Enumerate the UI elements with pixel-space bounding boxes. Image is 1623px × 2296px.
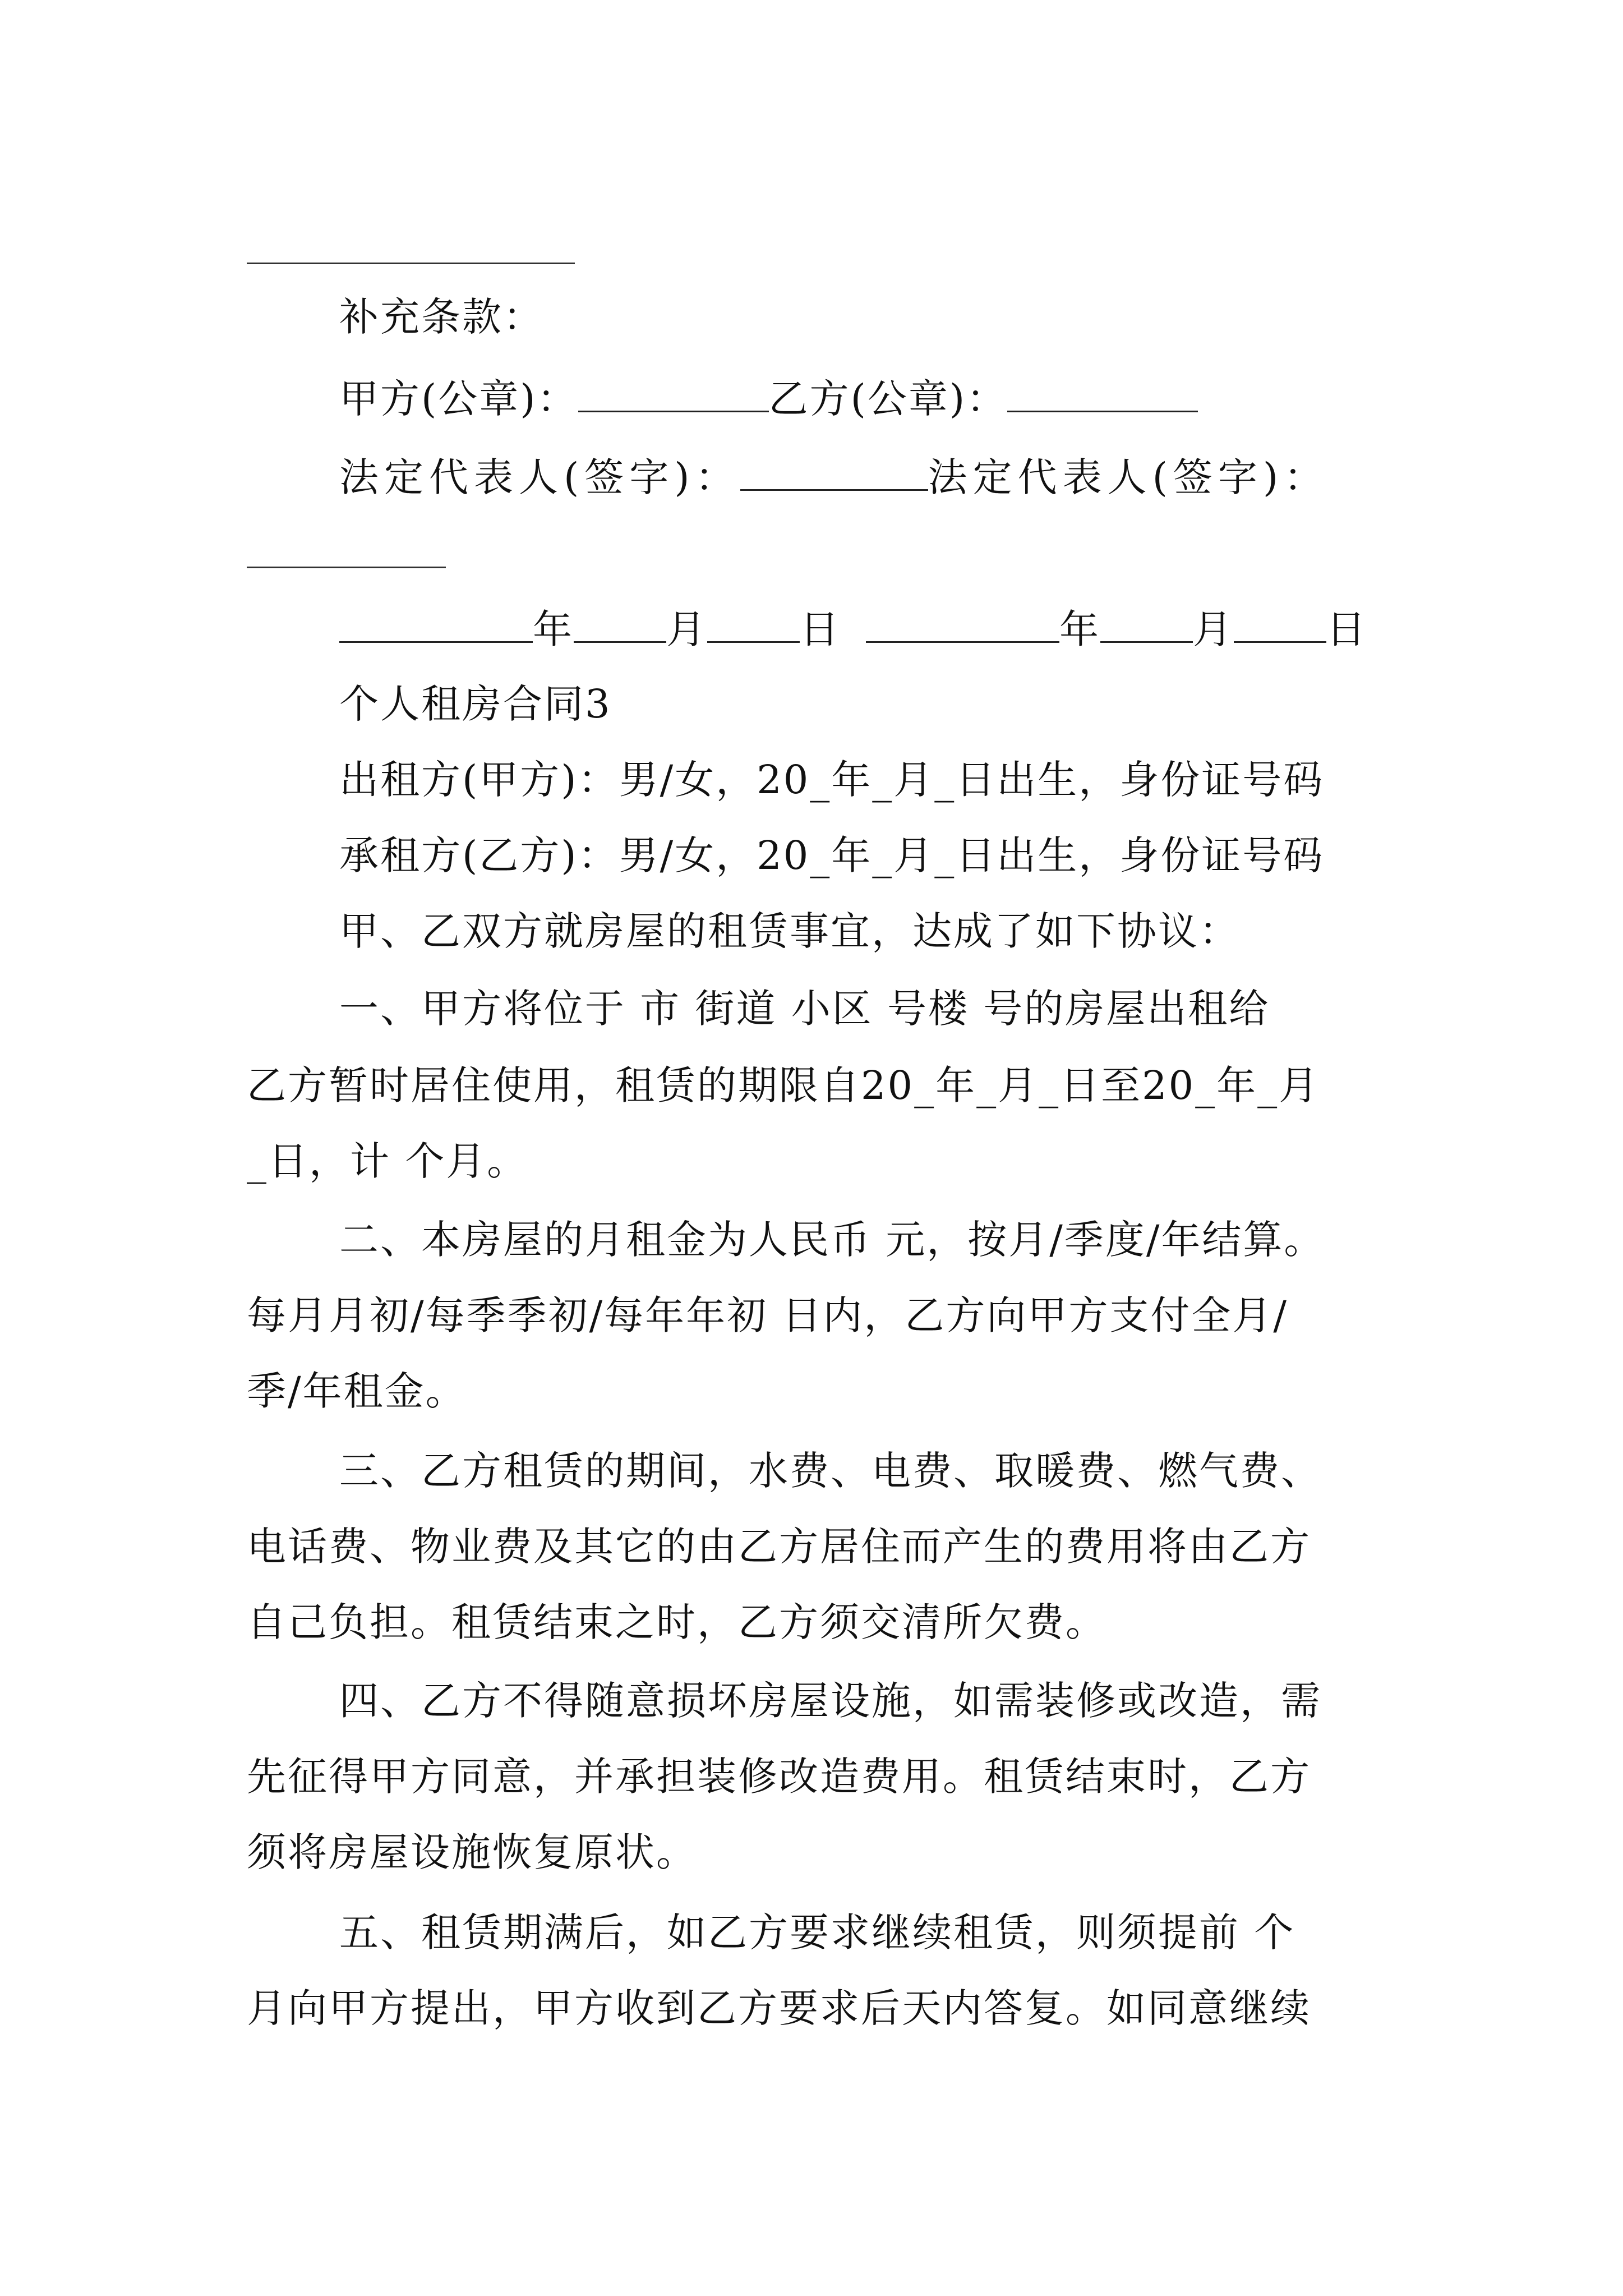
rep-b-blank [247, 567, 446, 568]
month-b-label: 月 [1193, 606, 1234, 652]
supplementary-terms-label: 补充条款： [339, 294, 544, 340]
representative-line [339, 454, 1489, 500]
rep-a-blank [740, 455, 928, 491]
clause-3-line-1: 三、乙方租赁的期间，水费、电费、取暖费、燃气费、 [339, 1448, 1322, 1494]
lessee-line: 承租方(乙方)：男/女，20_年_月_日出生，身份证号码 [339, 832, 1325, 878]
year-b-label: 年 [1059, 606, 1100, 652]
lessor-line: 出租方(甲方)：男/女，20_年_月_日出生，身份证号码 [339, 757, 1325, 803]
party-b-seal-blank [1007, 377, 1198, 412]
clause-1-line-3: _日，计 个月。 [247, 1138, 528, 1184]
clause-4-line-2: 先征得甲方同意，并承担装修改造费用。租赁结束时，乙方 [247, 1754, 1311, 1800]
signature-underline [247, 263, 575, 264]
month-a-label: 月 [666, 606, 707, 652]
day-a-label: 日 [800, 606, 841, 652]
contract-title: 个人租房合同3 [339, 681, 612, 727]
day-b-label: 日 [1326, 606, 1367, 652]
clause-5-line-1: 五、租赁期满后，如乙方要求继续租赁，则须提前 个 [339, 1910, 1295, 1955]
clause-3-line-2: 电话费、物业费及其它的由乙方居住而产生的费用将由乙方 [247, 1524, 1311, 1570]
month-a-blank [574, 608, 666, 643]
day-b-blank [1234, 608, 1326, 643]
year-a-label: 年 [533, 606, 574, 652]
clause-2-line-3: 季/年租金。 [247, 1368, 467, 1414]
clause-1-line-2: 乙方暂时居住使用，租赁的期限自20_年_月_日至20_年_月 [247, 1062, 1320, 1108]
clause-5-line-2: 月向甲方提出，甲方收到乙方要求后天内答复。如同意继续 [247, 1985, 1311, 2031]
clause-4-line-1: 四、乙方不得随意损坏房屋设施，如需装修或改造，需 [339, 1678, 1322, 1724]
month-b-blank [1100, 608, 1193, 643]
clause-4-line-3: 须将房屋设施恢复原状。 [247, 1829, 697, 1875]
rep-a-label: 法定代表人(签字)： [339, 454, 740, 500]
agreement-intro: 甲、乙双方就房屋的租赁事宜，达成了如下协议： [339, 908, 1240, 954]
clause-3-line-3: 自己负担。租赁结束之时，乙方须交清所欠费。 [247, 1599, 1106, 1645]
party-a-seal-blank [578, 377, 769, 412]
year-b-blank [866, 608, 1059, 643]
seal-line [339, 376, 1489, 422]
rep-b-label: 法定代表人(签字)： [928, 454, 1329, 500]
year-a-blank [339, 608, 533, 643]
clause-2-line-2: 每月月初/每季季初/每年年初 日内，乙方向甲方支付全月/ [247, 1292, 1289, 1338]
clause-2-line-1: 二、本房屋的月租金为人民币 元，按月/季度/年结算。 [339, 1217, 1325, 1263]
day-a-blank [707, 608, 800, 643]
clause-1-line-1: 一、甲方将位于 市 街道 小区 号楼 号的房屋出租给 [339, 986, 1270, 1032]
party-b-seal-label: 乙方(公章)： [768, 376, 1008, 422]
date-line [339, 606, 1489, 652]
party-a-seal-label: 甲方(公章)： [339, 376, 578, 422]
